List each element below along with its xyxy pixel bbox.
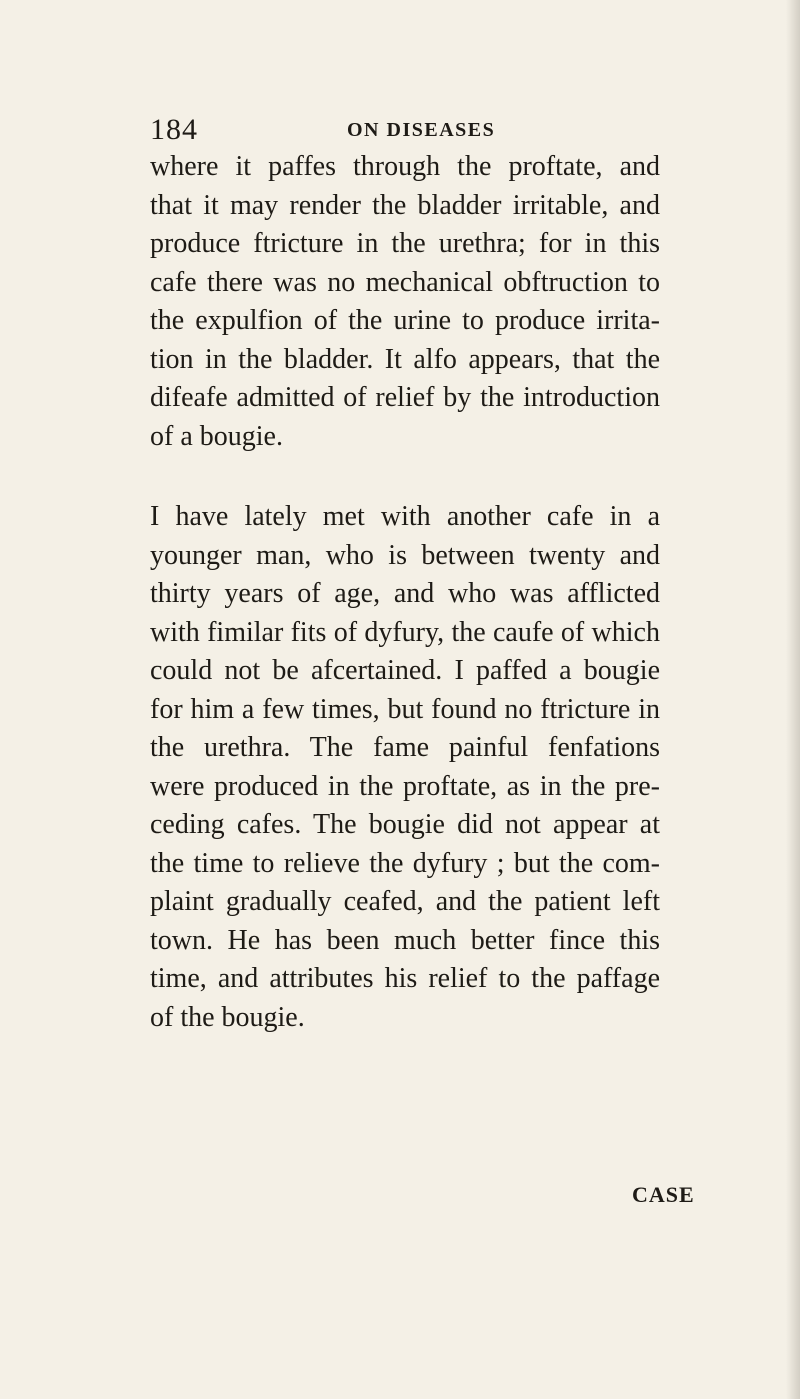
body-text [150, 148, 660, 1037]
text-line: the urethra. The fame painful fenfations [150, 732, 660, 763]
text-line: produce ftricture in the urethra; for in this [150, 228, 660, 259]
running-title: ON DISEASES [347, 119, 496, 141]
text-line: could not be afcertained. I paffed a bougie [150, 655, 660, 686]
paragraph-1 [150, 148, 660, 456]
catchword: CASE [632, 1182, 695, 1207]
page-number: 184 [150, 113, 198, 146]
text-line: thirty years of age, and who was afflicted [150, 578, 660, 609]
text-line: for him a few times, but found no ftricture in [150, 693, 660, 725]
text-line: the time to relieve the dyfury ; but the com- [150, 847, 660, 879]
text-line: of a bougie. [150, 420, 283, 452]
text-line: younger man, who is between twenty and [150, 539, 660, 571]
text-line: time, and attributes his relief to the paffage [150, 963, 660, 994]
text-line: cafe there was no mechanical obftruction to [150, 266, 660, 298]
paragraph-2 [150, 498, 660, 1037]
text-line: ceding cafes. The bougie did not appear at [150, 809, 660, 840]
paragraph-gap [150, 456, 660, 498]
text-line: difeafe admitted of relief by the introduction [150, 382, 660, 413]
text-line: with fimilar fits of dyfury, the caufe of which [150, 616, 660, 648]
page-edge-shadow [786, 0, 800, 1399]
text-line: of the bougie. [150, 1001, 305, 1033]
text-line: town. He has been much better fince this [150, 924, 660, 956]
running-head [150, 110, 660, 150]
text-line: I have lately met with another cafe in a [150, 501, 660, 532]
text-line: the expulfion of the urine to produce irrita- [150, 305, 660, 336]
text-line: plaint gradually ceafed, and the patient left [150, 886, 660, 917]
text-line: where it paffes through the proftate, and [150, 151, 660, 182]
text-line: were produced in the proftate, as in the pre- [150, 770, 660, 802]
text-line: that it may render the bladder irritable, and [150, 189, 660, 221]
text-line: tion in the bladder. It alfo appears, that the [150, 343, 660, 375]
